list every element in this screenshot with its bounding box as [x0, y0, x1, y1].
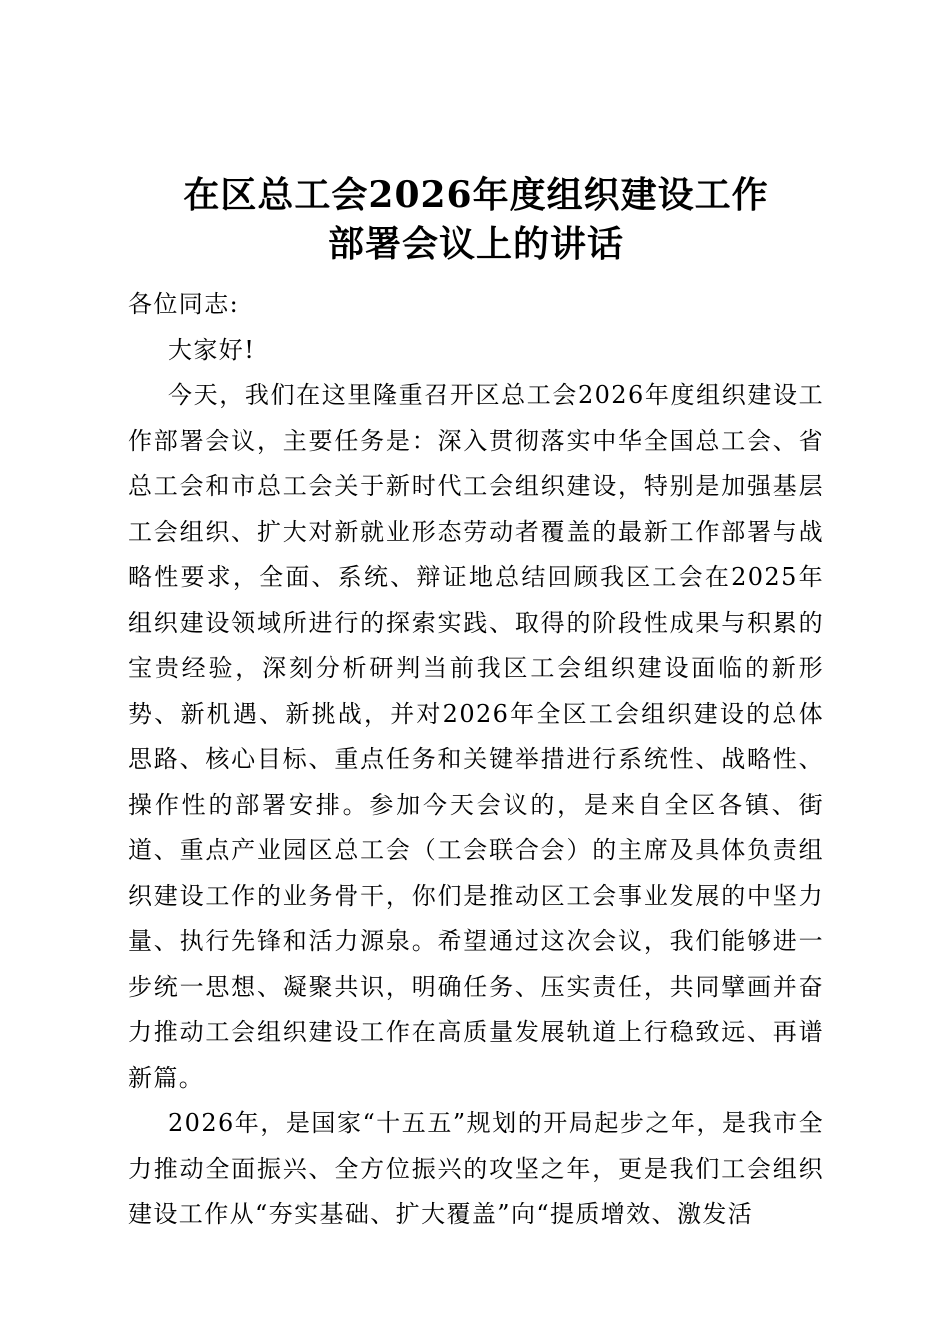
- paragraph-1: 今天，我们在这里隆重召开区总工会2026年度组织建设工作部署会议，主要任务是：深入贯彻落实中华全国总工会、省总工会和市总工会关于新时代工会组织建设，特别是加强基层工会组织、扩大对新就业形态劳动者覆盖的最新工作部署与战略性要求，全面、系统、辩证地总结回顾我区工会在2025年组织建设领域所进行的探索实践、取得的阶段性成果与积累的宝贵经验，深刻分析研判当前我区工会组织建设面临的新形势、新机遇、新挑战，并对2026年全区工会组织建设的总体思路、核心目标、重点任务和关键举措进行系统性、战略性、操作性的部署安排。参加今天会议的，是来自全区各镇、街道、重点产业园区总工会（工会联合会）的主席及具体负责组织建设工作的业务骨干，你们是推动区工会事业发展的中坚力量、执行先锋和活力源泉。希望通过这次会议，我们能够进一步统一思想、凝聚共识，明确任务、压实责任，共同擘画并奋力推动工会组织建设工作在高质量发展轨道上行稳致远、再谱新篇。: [128, 381, 824, 1092]
- document-body: [128, 282, 824, 1238]
- greeting: 大家好!: [168, 335, 256, 364]
- document-title-line-1: 在区总工会2026年度组织建设工作: [183, 174, 769, 216]
- paragraph-2: 2026年，是国家“十五五”规划的开局起步之年，是我市全力推动全面振兴、全方位振兴的攻坚之年，更是我们工会组织建设工作从“夯实基础、扩大覆盖”向“提质增效、激发活: [128, 1109, 824, 1228]
- document-title-line-2: 部署会议上的讲话: [327, 223, 624, 265]
- salutation: 各位同志:: [128, 290, 240, 318]
